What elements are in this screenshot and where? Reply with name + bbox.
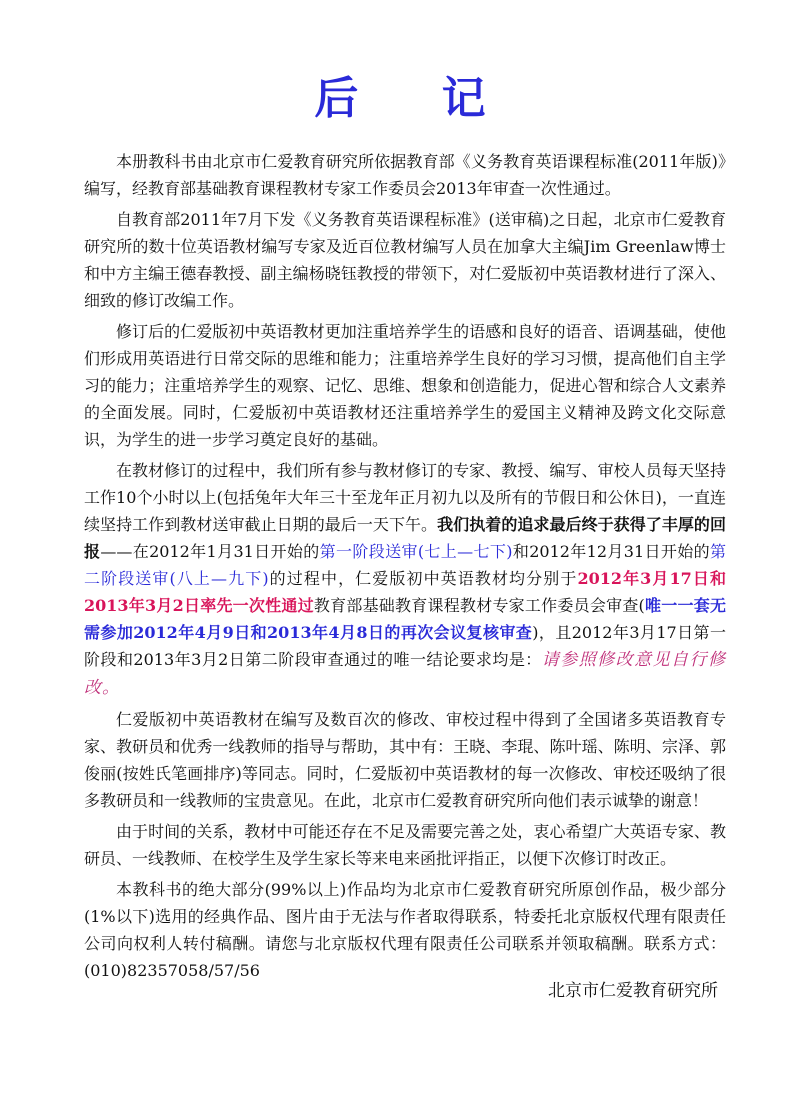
p4-text-1: 在教材修订的过程中，我们所有参与教材修订的专家、教授、编写、审校人员每天坚持工作10个小时以上(包括兔年大年三十至龙年正月初九以及所有的节假日和公休日)，一直连续坚持工作到教材送审截止日期的最后一天下午。 (84, 461, 726, 534)
signature: 北京市仁爱教育研究所 (548, 981, 718, 1001)
p4-text-5: 教育部基础教育课程教材专家工作委员会审查( (313, 596, 645, 615)
p4-stage-two: 第二阶段送审(八上—九下) (84, 542, 726, 588)
paragraph-6: 由于时间的关系，教材中可能还存在不足及需要完善之处，衷心希望广大英语专家、教研员、一线教师、在校学生及学生家长等来电来函批评指正，以便下次修订时改正。 (84, 822, 726, 868)
p4-text-3: 和2012年12月31日开始的 (512, 542, 710, 561)
p4-text-6: )，且2012年3月17日第一阶段和2013年3月2日第二阶段审查通过的唯一结论要求均是： (84, 623, 726, 669)
p4-text-2: ——在2012年1月31日开始的 (100, 542, 320, 561)
page-title: 后 记 (314, 73, 520, 124)
p4-stage-one: 第一阶段送审(七上—七下) (319, 542, 513, 561)
p4-bold-reward: 我们执着的追求最后终于获得了丰厚的回报 (84, 515, 726, 561)
document-body (84, 148, 726, 988)
paragraph-7: 本教科书的绝大部分(99%以上)作品均为北京市仁爱教育研究所原创作品，极少部分(1%以下)选用的经典作品、图片由于无法与作者取得联系，特委托北京版权代理有限责任公司向权利人转付稿酬。请您与北京版权代理有限责任公司联系并领取稿酬。联系方式：(010)82357058/57/56 (84, 880, 726, 980)
paragraph-5: 仁爱版初中英语教材在编写及数百次的修改、审校过程中得到了全国诸多英语教育专家、教研员和优秀一线教师的指导与帮助，其中有：王晓、李琨、陈叶瑶、陈明、宗泽、郭俊丽(按姓氏笔画排序)等同志。同时，仁爱版初中英语教材的每一次修改、审校还吸纳了很多教研员和一线教师的宝贵意见。在此，北京市仁爱教育研究所向他们表示诚挚的谢意！ (84, 710, 726, 810)
paragraph-1: 本册教科书由北京市仁爱教育研究所依据教育部《义务教育英语课程标准(2011年版)》编写，经教育部基础教育课程教材专家工作委员会2013年审查一次性通过。 (84, 152, 726, 198)
p4-unique-set: 唯一一套无需参加2012年4月9日和2013年4月8日的再次会议复核审查 (84, 596, 726, 642)
p4-text-4: 的过程中，仁爱版初中英语教材均分别于 (268, 569, 578, 588)
paragraph-2: 自教育部2011年7月下发《义务教育英语课程标准》(送审稿)之日起，北京市仁爱教育研究所的数十位英语教材编写专家及近百位教材编写人员在加拿大主编Jim Greenlaw博士和中方主编王德春教授、副主编杨晓钰教授的带领下，对仁爱版初中英语教材进行了深入、细致的修订改编工作。 (84, 210, 726, 310)
handwritten-note: 请参照修改意见自行修改。 (84, 650, 726, 698)
paragraph-3: 修订后的仁爱版初中英语教材更加注重培养学生的语感和良好的语音、语调基础，使他们形成用英语进行日常交际的思维和能力；注重培养学生良好的学习习惯，提高他们自主学习的能力；注重培养学生的观察、记忆、思维、想象和创造能力，促进心智和综合人文素养的全面发展。同时，仁爱版初中英语教材还注重培养学生的爱国主义精神及跨文化交际意识，为学生的进一步学习奠定良好的基础。 (84, 322, 726, 449)
paragraph-4 (84, 457, 726, 702)
p4-red-dates: 2012年3月17日和2013年3月2日率先一次性通过 (84, 569, 726, 615)
